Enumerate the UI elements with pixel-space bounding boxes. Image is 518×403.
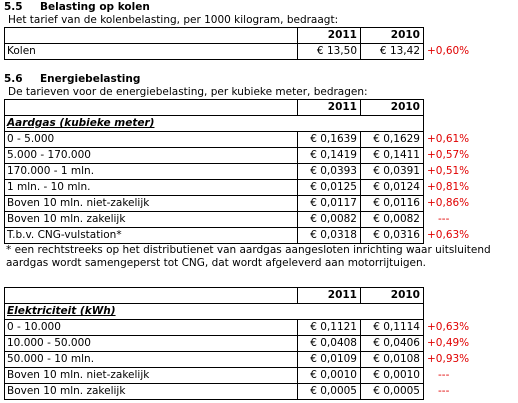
header-2011: 2011 xyxy=(298,100,361,116)
row-label: Boven 10 mln. niet-zakelijk xyxy=(5,368,298,384)
category-label: Aardgas (kubieke meter) xyxy=(5,116,424,132)
header-2010: 2010 xyxy=(361,288,424,304)
table-row xyxy=(5,164,502,180)
section-number: 5.6 xyxy=(4,73,23,85)
value-2010: € 13,42 xyxy=(361,44,424,60)
value-2010: € 0,0116 xyxy=(361,196,424,212)
table-row xyxy=(5,368,502,384)
value-2010: € 0,1411 xyxy=(361,148,424,164)
change-percentage: +0,49% xyxy=(427,337,470,349)
value-2010: € 0,0124 xyxy=(361,180,424,196)
row-label: 50.000 - 10 mln. xyxy=(5,352,298,368)
table-row xyxy=(5,352,502,368)
change-percentage: +0,63% xyxy=(427,321,470,333)
value-2010: € 0,0082 xyxy=(361,212,424,228)
value-2011: € 0,0318 xyxy=(298,228,361,244)
change-percentage: +0,60% xyxy=(427,45,470,57)
change-percentage: +0,61% xyxy=(427,133,470,145)
value-2011: € 0,0125 xyxy=(298,180,361,196)
table-row xyxy=(5,336,502,352)
value-2011: € 0,0408 xyxy=(298,336,361,352)
row-label: Boven 10 mln. niet-zakelijk xyxy=(5,196,298,212)
header-2011: 2011 xyxy=(298,288,361,304)
table-row xyxy=(5,320,502,336)
header-2010: 2010 xyxy=(361,28,424,44)
coal-tax-table xyxy=(4,27,491,60)
table-row xyxy=(5,180,502,196)
gas-tax-table xyxy=(4,99,502,244)
category-label: Elektriciteit (kWh) xyxy=(5,304,424,320)
value-2010: € 0,0391 xyxy=(361,164,424,180)
value-2010: € 0,0010 xyxy=(361,368,424,384)
value-2011: € 0,0010 xyxy=(298,368,361,384)
change-percentage: --- xyxy=(438,385,450,397)
value-2011: € 0,0393 xyxy=(298,164,361,180)
table-row xyxy=(5,212,502,228)
value-2011: € 0,0117 xyxy=(298,196,361,212)
row-label: 0 - 5.000 xyxy=(5,132,298,148)
row-label: 1 mln. - 10 mln. xyxy=(5,180,298,196)
change-percentage: --- xyxy=(438,213,450,225)
value-2010: € 0,0005 xyxy=(361,384,424,400)
change-percentage: --- xyxy=(438,369,450,381)
header-2010: 2010 xyxy=(361,100,424,116)
change-percentage: +0,81% xyxy=(427,181,470,193)
change-percentage: +0,86% xyxy=(427,197,470,209)
row-label: Kolen xyxy=(5,44,298,60)
header-empty-cell xyxy=(5,288,298,304)
value-2010: € 0,0406 xyxy=(361,336,424,352)
value-2011: € 0,0005 xyxy=(298,384,361,400)
header-empty-cell xyxy=(5,28,298,44)
table-row xyxy=(5,132,502,148)
footnote-line: * een rechtstreeks op het distributienet van aardgas aangesloten inrichting waar uitsluitend xyxy=(6,244,491,256)
footnote-line: aardgas wordt samengeperst tot CNG, dat wordt afgeleverd aan motorrijtuigen. xyxy=(6,257,426,269)
table-header-row xyxy=(5,100,502,116)
table-header-row xyxy=(5,28,491,44)
section-5-6-heading xyxy=(4,73,514,86)
value-2011: € 0,1419 xyxy=(298,148,361,164)
value-2011: € 0,1639 xyxy=(298,132,361,148)
table-row xyxy=(5,196,502,212)
section-intro: De tarieven voor de energiebelasting, per kubieke meter, bedragen: xyxy=(8,86,368,98)
table-row xyxy=(5,384,502,400)
value-2011: € 0,1121 xyxy=(298,320,361,336)
value-2010: € 0,1114 xyxy=(361,320,424,336)
header-empty-cell xyxy=(5,100,298,116)
section-title: Belasting op kolen xyxy=(40,1,150,13)
value-2010: € 0,1629 xyxy=(361,132,424,148)
footnote xyxy=(6,244,511,270)
change-percentage: +0,93% xyxy=(427,353,470,365)
row-label: 170.000 - 1 mln. xyxy=(5,164,298,180)
section-title: Energiebelasting xyxy=(40,73,141,85)
category-row xyxy=(5,116,502,132)
row-label: Boven 10 mln. zakelijk xyxy=(5,212,298,228)
value-2010: € 0,0108 xyxy=(361,352,424,368)
section-number: 5.5 xyxy=(4,1,23,13)
row-label: Boven 10 mln. zakelijk xyxy=(5,384,298,400)
document-page xyxy=(4,0,514,400)
table-header-row xyxy=(5,288,502,304)
change-percentage: +0,63% xyxy=(427,229,470,241)
row-label: T.b.v. CNG-vulstation* xyxy=(5,228,298,244)
row-label: 5.000 - 170.000 xyxy=(5,148,298,164)
table-row xyxy=(5,148,502,164)
section-intro: Het tarief van de kolenbelasting, per 1000 kilogram, bedraagt: xyxy=(8,14,339,26)
table-row xyxy=(5,228,502,244)
header-2011: 2011 xyxy=(298,28,361,44)
change-percentage: +0,57% xyxy=(427,149,470,161)
value-2010: € 0,0316 xyxy=(361,228,424,244)
table-row xyxy=(5,44,491,60)
category-row xyxy=(5,304,502,320)
change-percentage: +0,51% xyxy=(427,165,470,177)
row-label: 10.000 - 50.000 xyxy=(5,336,298,352)
row-label: 0 - 10.000 xyxy=(5,320,298,336)
value-2011: € 13,50 xyxy=(298,44,361,60)
value-2011: € 0,0082 xyxy=(298,212,361,228)
section-5-5-heading xyxy=(4,1,514,14)
value-2011: € 0,0109 xyxy=(298,352,361,368)
electricity-tax-table xyxy=(4,287,502,400)
